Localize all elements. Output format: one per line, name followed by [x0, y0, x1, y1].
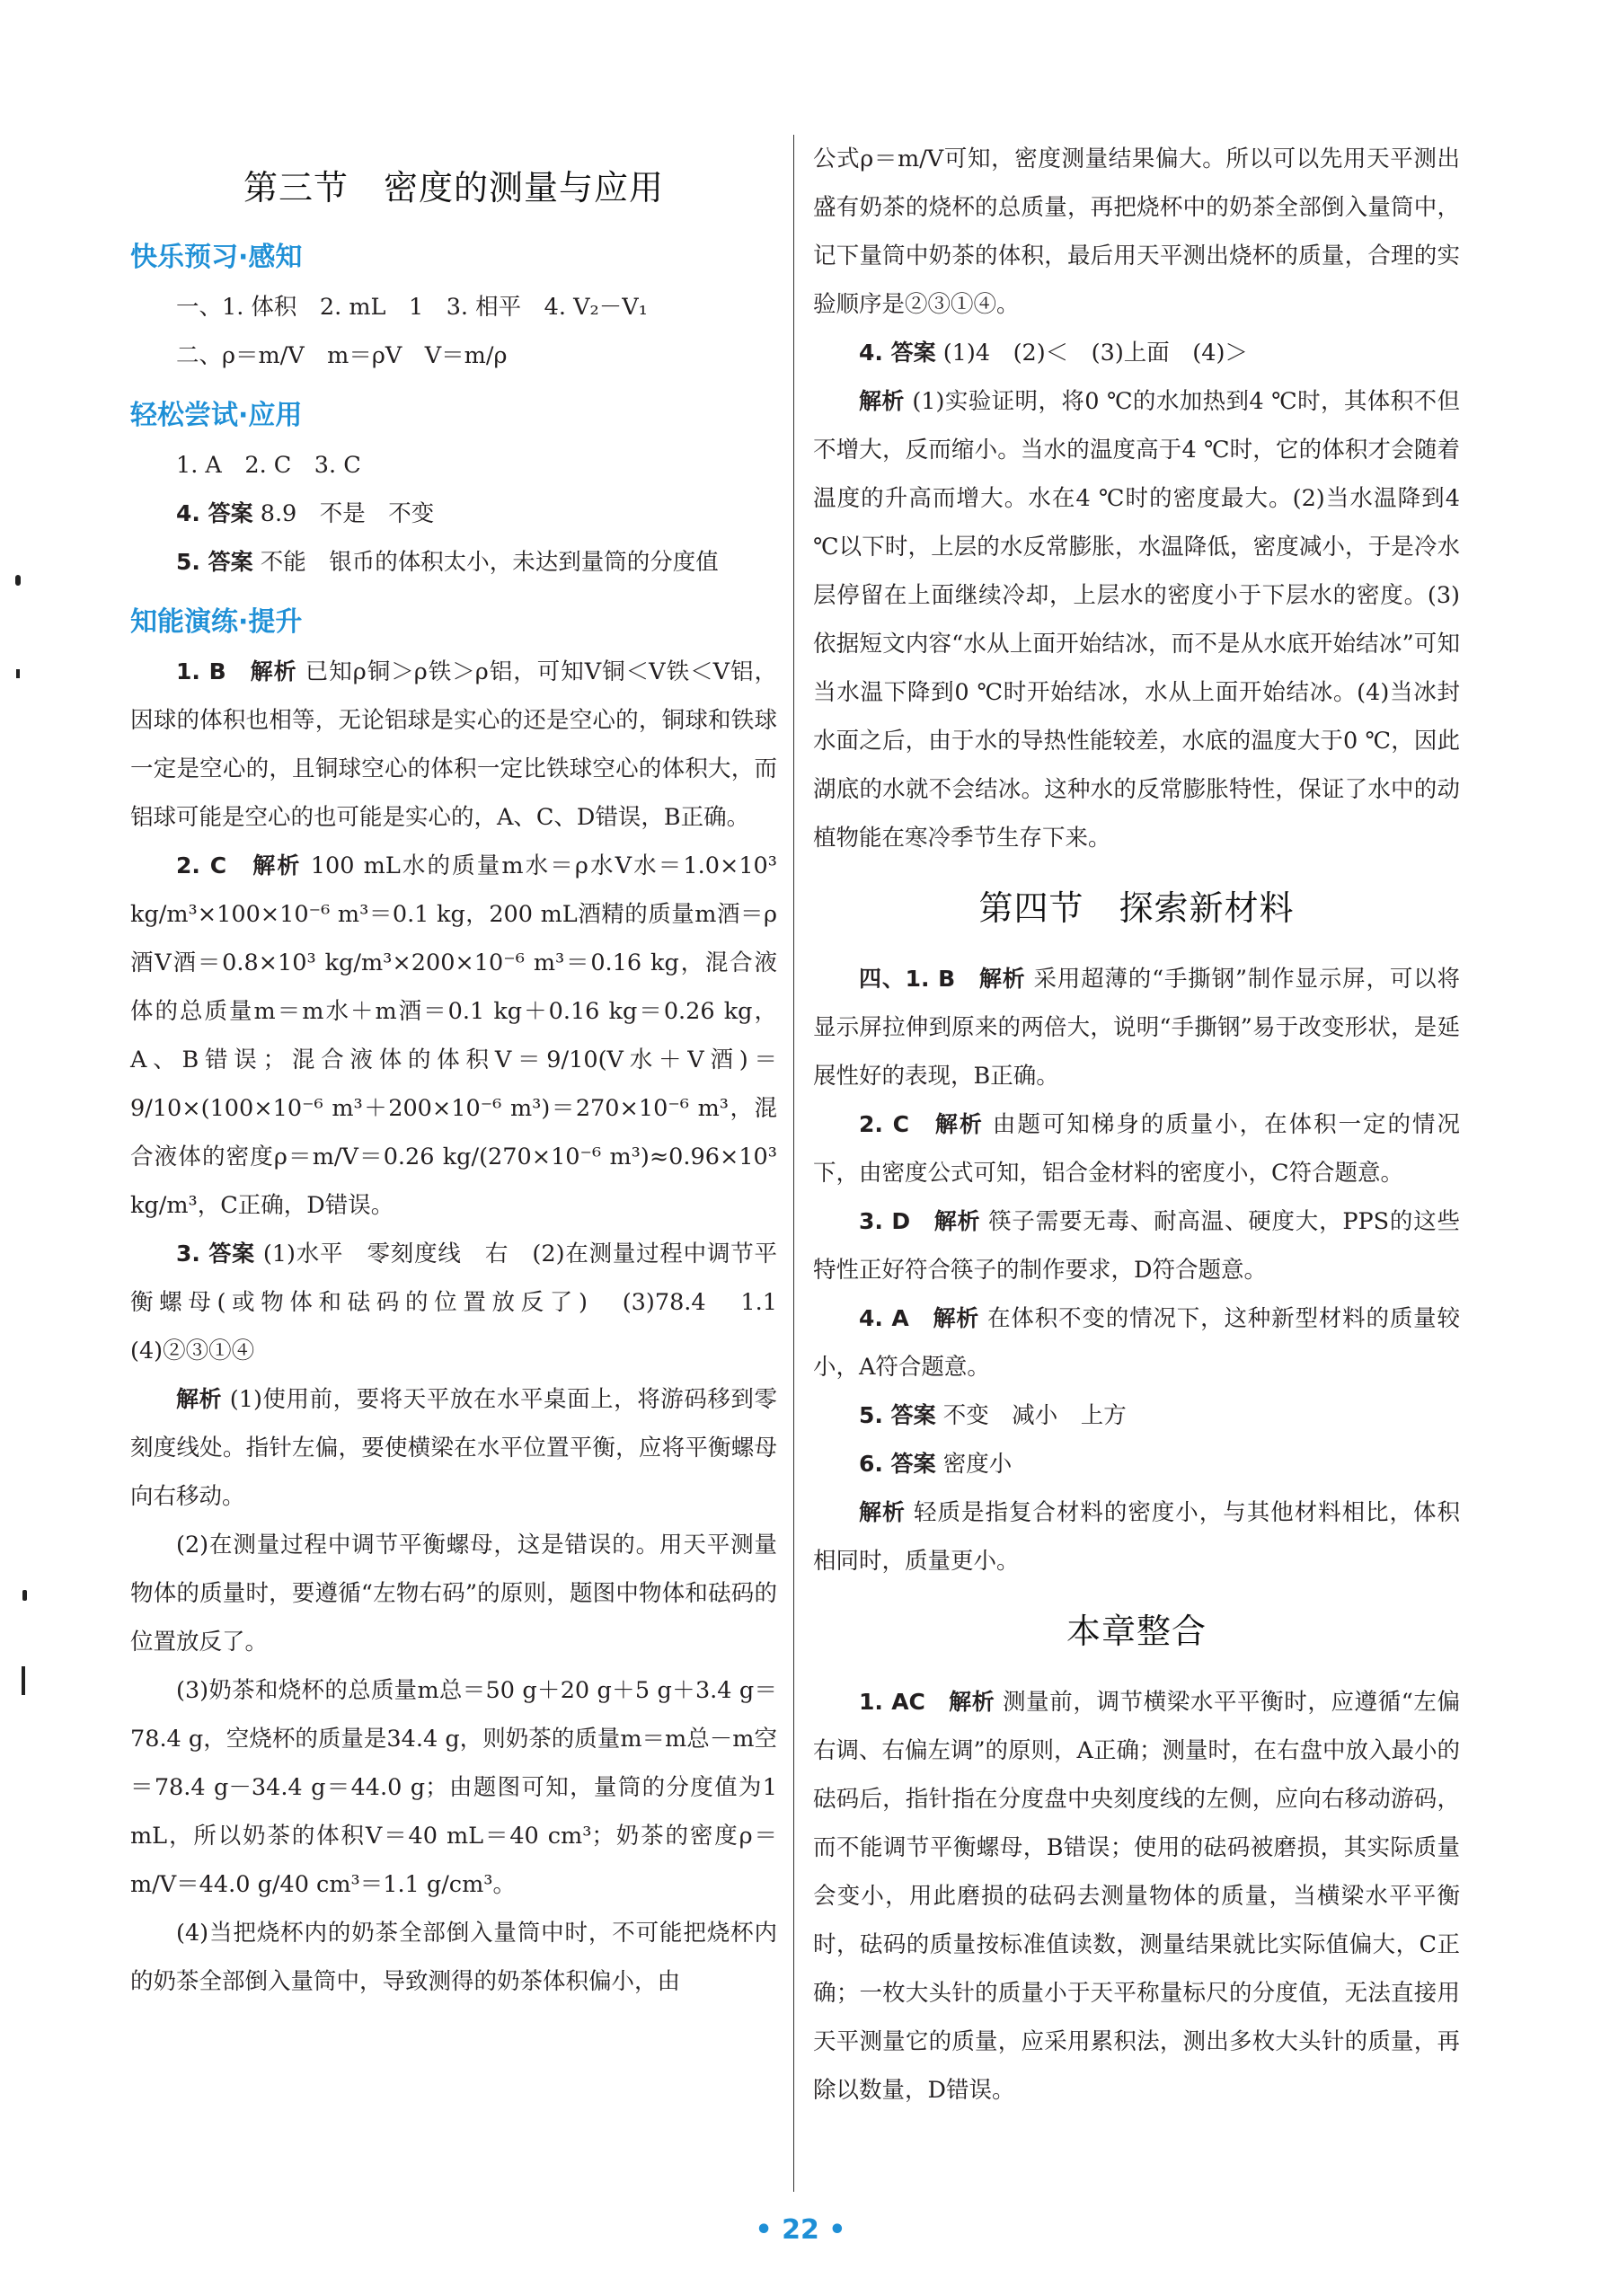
chapter-question-1 [813, 1678, 1460, 2115]
analysis-text: 已知ρ铜＞ρ铁＞ρ铝，可知V铜＜V铁＜V铝，因球的体积也相等，无论铝球是实心的还是空心的，铜球和铁球一定是空心的，且铜球空心的体积一定比铁球空心的体积大，而铝球可能是空心的也可能是实心的，A、C、D错误，B正确。 [130, 658, 777, 831]
analysis-text: 采用超薄的“手撕钢”制作显示屏，可以将显示屏拉伸到原来的两倍大，说明“手撕钢”易于改变形状，是延展性好的表现，B正确。 [813, 966, 1461, 1090]
analysis-label: 解析 [859, 1499, 906, 1525]
scan-mark [16, 669, 20, 678]
s4-question-6 [813, 1440, 1460, 1488]
right-column [813, 135, 1460, 2115]
question-3 [130, 1230, 800, 1375]
answer-label: 3. 答案 [176, 1241, 255, 1267]
try-answers-1: 1. A 2. C 3. C [176, 452, 361, 479]
s4-question-4 [813, 1294, 1460, 1391]
question-4 [813, 329, 1460, 377]
answer-label: 5. 答案 [176, 549, 253, 575]
answer-label: 4. A 解析 [859, 1305, 980, 1331]
answer-label: 四、1. B 解析 [859, 966, 1026, 992]
question-3-analysis-1 [130, 1375, 777, 1521]
continued-text: 公式ρ＝m/V可知，密度测量结果偏大。所以可以先用天平测出盛有奶茶的烧杯的总质量，再把烧杯中的奶茶全部倒入量筒中，记下量筒中奶茶的体积，最后用天平测出烧杯的质量，合理的实验顺序是②③①④。 [813, 146, 1460, 318]
question-3-analysis-2: (2)在测量过程中调节平衡螺母，这是错误的。用天平测量物体的质量时，要遵循“左物右码”的原则，题图中物体和砝码的位置放反了。 [130, 1532, 777, 1656]
analysis-text: 在体积不变的情况下，这种新型材料的质量较小，A符合题意。 [813, 1305, 1460, 1381]
preview-answers-2: 二、ρ＝m/V m＝ρV V＝m/ρ [176, 342, 508, 369]
heading-try: 轻松尝试·应用 [130, 400, 303, 431]
answer-label: 4. 答案 [176, 500, 253, 526]
answer-label: 5. 答案 [859, 1402, 936, 1428]
question-3-analysis-4: (4)当把烧杯内的奶茶全部倒入量筒中时，不可能把烧杯内的奶茶全部倒入量筒中，导致测得的奶茶体积偏小，由 [130, 1920, 777, 1995]
preview-answers-1: 一、1. 体积 2. mL 1 3. 相平 4. V₂－V₁ [176, 294, 648, 321]
question-2 [130, 842, 777, 1230]
scan-mark [22, 1590, 27, 1601]
heading-preview: 快乐预习·感知 [130, 242, 303, 273]
question-3-analysis-3: (3)奶茶和烧杯的总质量m总＝50 g＋20 g＋5 g＋3.4 g＝78.4 g，空烧杯的质量是34.4 g，则奶茶的质量m＝m总－m空＝78.4 g－34.4 g＝44.0 g；由题图可知，量筒的分度值为1 mL，所以奶茶的体积V＝40 mL＝40 cm³；奶茶的密度ρ＝m/V＝44.0 g/40 cm³＝1.1 g/cm³。 [130, 1677, 777, 1898]
scan-mark [22, 1666, 25, 1695]
analysis-text: 100 mL水的质量m水＝ρ水V水＝1.0×10³ kg/m³×100×10⁻⁶ m³＝0.1 kg，200 mL酒精的质量m酒＝ρ酒V酒＝0.8×10³ kg/m³×200×10⁻⁶ m³＝0.16 kg，混合液体的总质量m＝m水＋m酒＝0.1 kg＋0.16 kg＝0.26 kg，A、B错误；混合液体的体积V＝9/10(V水＋V酒)＝9/10×(100×10⁻⁶ m³＋200×10⁻⁶ m³)＝270×10⁻⁶ m³，混合液体的密度ρ＝m/V＝0.26 kg/(270×10⁻⁶ m³)≈0.96×10³ kg/m³，C正确，D错误。 [130, 852, 778, 1219]
scan-mark [15, 575, 21, 586]
s4-question-2 [813, 1100, 1460, 1197]
chapter-summary-title: 本章整合 [1066, 1612, 1207, 1651]
try-answer-4 [130, 490, 777, 538]
s4-question-5 [813, 1391, 1460, 1440]
answer-label: 4. 答案 [859, 340, 936, 366]
question-1 [130, 648, 777, 842]
s4-question-6-analysis [813, 1488, 1460, 1585]
answer-text: 不能 银币的体积太小，未达到量筒的分度值 [260, 549, 719, 576]
analysis-text: 测量前，调节横梁水平平衡时，应遵循“左偏右调、右偏左调”的原则，A正确；测量时，在右盘中放入最小的砝码后，指针指在分度盘中央刻度线的左侧，应向右移动游码，而不能调节平衡螺母，B错误；使用的砝码被磨损，其实际质量会变小，用此磨损的砝码去测量物体的质量，当横梁水平平衡时，砝码的质量按标准值读数，测量结果就比实际值偏大，C正确；一枚大头针的质量小于天平称量标尺的分度值，无法直接用天平测量它的质量，应采用累积法，测出多枚大头针的质量，再除以数量，D错误。 [813, 1689, 1461, 2104]
page-number: • 22 • [755, 2214, 846, 2246]
analysis-label: 解析 [176, 1386, 223, 1412]
analysis-text: 轻质是指复合材料的密度小，与其他材料相比，体积相同时，质量更小。 [813, 1499, 1460, 1575]
answer-text: 8.9 不是 不变 [260, 500, 435, 527]
s4-question-3 [813, 1197, 1460, 1294]
answer-label: 3. D 解析 [859, 1208, 981, 1234]
left-column [130, 135, 800, 2006]
s4-question-1 [813, 955, 1460, 1100]
answer-text: 不变 减小 上方 [942, 1402, 1127, 1429]
heading-skill: 知能演练·提升 [130, 606, 303, 638]
section-title: 第三节 密度的测量与应用 [243, 168, 664, 208]
analysis-text: (1)使用前，要将天平放在水平桌面上，将游码移到零刻度线处。指针左偏，要使横梁在水平位置平衡，应将平衡螺母向右移动。 [130, 1386, 777, 1510]
analysis-text: (1)实验证明，将0 ℃的水加热到4 ℃时，其体积不但不增大，反而缩小。当水的温度高于4 ℃时，它的体积才会随着温度的升高而增大。水在4 ℃时的密度最大。(2)当水温降到4 ℃以下时，上层的水反常膨胀，水温降低，密度减小，于是冷水层停留在上面继续冷却，上层水的密度小于下层水的密度。(3)依据短文内容“水从上面开始结冰，而不是从水底开始结冰”可知当水温下降到0 ℃时开始结冰，水从上面开始结冰。(4)当冰封水面之后，由于水的导热性能较差，水底的温度大于0 ℃，因此湖底的水就不会结冰。这种水的反常膨胀特性，保证了水中的动植物能在寒冷季节生存下来。 [813, 388, 1460, 852]
answer-text: (1)4 (2)＜ (3)上面 (4)＞ [942, 340, 1248, 366]
answer-label: 2. C 解析 [176, 852, 302, 879]
column-divider [793, 135, 794, 2192]
analysis-text: 筷子需要无毒、耐高温、硬度大，PPS的这些特性正好符合筷子的制作要求，D符合题意。 [813, 1208, 1460, 1284]
section-4-title: 第四节 探索新材料 [978, 888, 1295, 928]
answer-text: 密度小 [942, 1451, 1013, 1478]
analysis-text: 由题可知梯身的质量小，在体积一定的情况下，由密度公式可知，铝合金材料的密度小，C符合题意。 [813, 1111, 1460, 1187]
question-4-analysis [813, 377, 1460, 862]
analysis-label: 解析 [859, 388, 905, 414]
answer-text: (1)水平 零刻度线 右 (2)在测量过程中调节平衡螺母(或物体和砝码的位置放反了) (3)78.4 1.1 (4)②③①④ [130, 1241, 800, 1364]
answer-label: 2. C 解析 [859, 1111, 984, 1137]
answer-label: 1. B 解析 [176, 658, 297, 684]
answer-label: 6. 答案 [859, 1451, 936, 1477]
answer-label: 1. AC 解析 [859, 1689, 995, 1715]
try-answer-5 [130, 538, 777, 587]
